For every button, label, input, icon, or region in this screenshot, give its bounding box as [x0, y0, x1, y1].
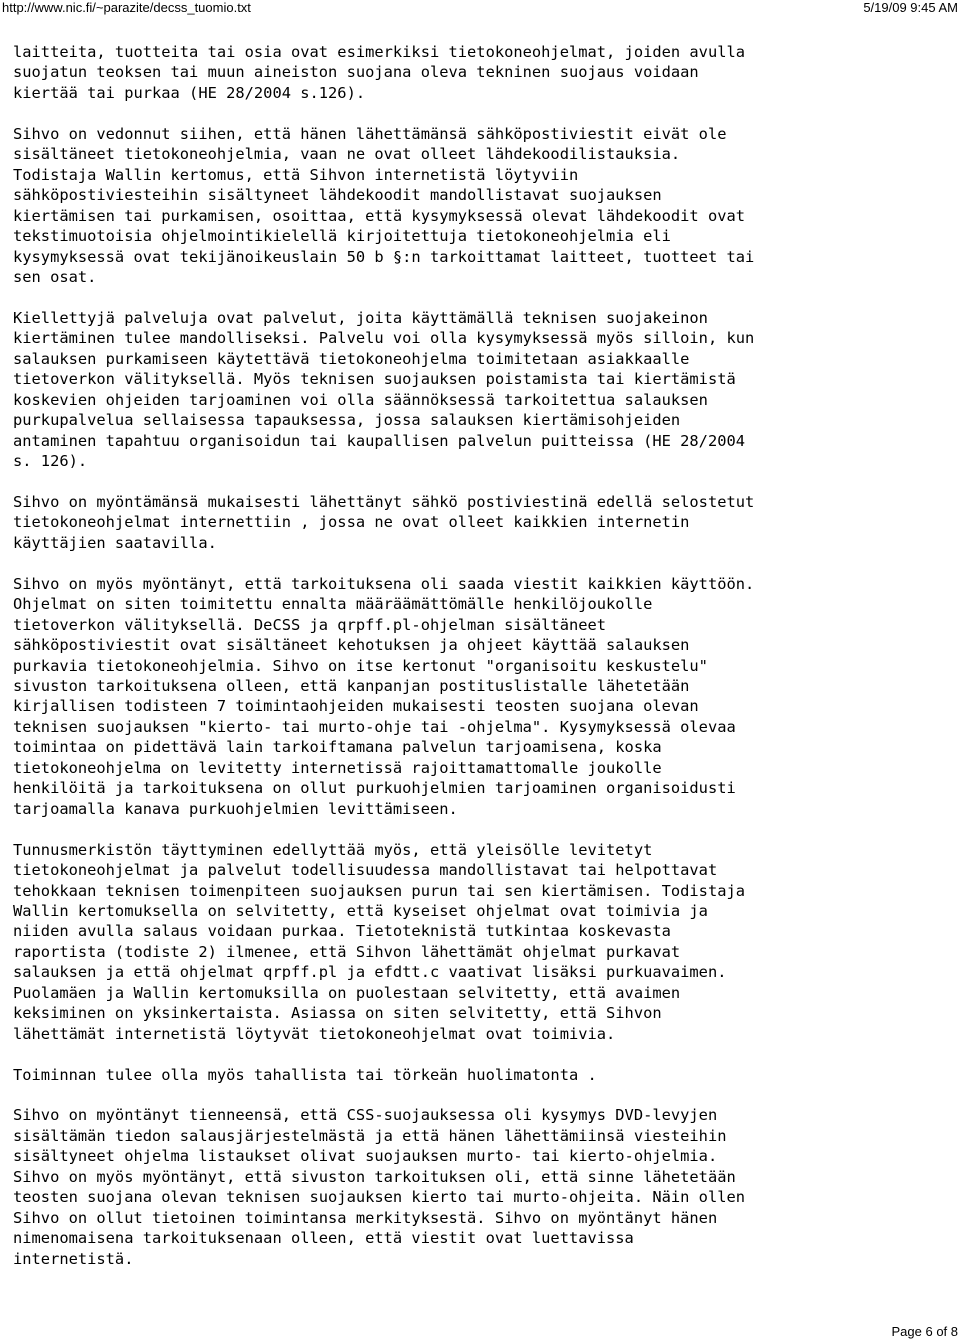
text-line: Sihvo on myöntämänsä mukaisesti lähettänyt sähkö postiviestinä edellä selostetut [13, 492, 755, 511]
text-line: Todistaja Wallin kertomus, että Sihvon internetistä löytyviin [13, 165, 579, 184]
text-line: purkavia tietokoneohjelmia. Sihvo on itse kertonut "organisoitu keskustelu" [13, 656, 708, 675]
text-line: teknisen suojauksen "kierto- tai murto-ohje tai -ohjelma". Kysymyksessä olevaa [13, 717, 736, 736]
text-line: käyttäjien saatavilla. [13, 533, 217, 552]
text-line: kirjallisen todisteen 7 toimintaohjeiden mukaisesti teosten suojana olevan [13, 697, 699, 716]
text-paragraph [13, 124, 953, 288]
text-line: Sihvo on myös myöntänyt, että tarkoituksena oli saada viestit kaikkien käyttöön. [13, 574, 755, 593]
text-line: teosten suojana olevan teknisen suojauksen kierto tai murto-ohjeita. Näin ollen [13, 1188, 746, 1207]
text-line: kiertäminen tulee mandolliseksi. Palvelu voi olla kysymyksessä myös silloin, kun [13, 329, 755, 348]
text-line: kiertämisen tai purkamisen, osoittaa, että kysymyksessä olevat lähdekoodit ovat [13, 206, 746, 225]
print-datetime: 5/19/09 9:45 AM [863, 0, 958, 15]
text-line: lähettämät internetistä löytyvät tietokoneohjelmat ovat toimivia. [13, 1024, 616, 1043]
page-number: Page 6 of 8 [891, 1324, 958, 1339]
text-line: purkupalvelua sellaisessa tapauksessa, jossa salauksen kiertämisohjeiden [13, 411, 681, 430]
text-line: sen osat. [13, 267, 97, 286]
text-line: internetistä. [13, 1249, 134, 1268]
text-line: tietoverkon välityksellä. DeCSS ja qrpff.pl-ohjelman sisältäneet [13, 615, 607, 634]
page-header [0, 0, 960, 18]
text-line: salauksen ja että ohjelmat qrpff.pl ja efdtt.c vaativat lisäksi purkuavaimen. [13, 963, 727, 982]
text-line: keksiminen on yksinkertaista. Asiassa on siten selvitetty, että Sihvon [13, 1004, 662, 1023]
text-line: tietoverkon välityksellä. Myös teknisen suojauksen poistamista tai kiertämistä [13, 370, 736, 389]
text-line: sivuston tarkoituksena olleen, että kanpanjan postituslistalle lähetetään [13, 676, 690, 695]
text-line: sähköpostiviesteihin sisältyneet lähdekoodit mandollistavat suojauksen [13, 186, 662, 205]
text-line: raportista (todiste 2) ilmenee, että Sihvon lähettämät ohjelmat purkavat [13, 942, 681, 961]
text-line: henkilöitä ja tarkoituksena on ollut purkuohjelmien tarjoaminen organisoidusti [13, 779, 736, 798]
text-line: tietokoneohjelmat ja palvelut todellisuudessa mandollistavat tai helpottavat [13, 861, 718, 880]
text-line: Toiminnan tulee olla myös tahallista tai törkeän huolimatonta . [13, 1065, 597, 1084]
text-line: Kiellettyjä palveluja ovat palvelut, joita käyttämällä teknisen suojakeinon [13, 308, 708, 327]
text-line: niiden avulla salaus voidaan purkaa. Tietoteknistä tutkintaa koskevasta [13, 922, 671, 941]
text-paragraph [13, 42, 953, 103]
text-paragraph [13, 1065, 953, 1085]
text-paragraph [13, 1105, 953, 1269]
text-line: toimintaa on pidettävä lain tarkoiftamana palvelun tarjoamisena, koska [13, 738, 662, 757]
text-line: tarjoamalla kanava purkuohjelmien levittämiseen. [13, 799, 458, 818]
text-line: Sihvo on myöntänyt tienneensä, että CSS-suojauksessa oli kysymys DVD-levyjen [13, 1106, 718, 1125]
text-line: sisältäneet tietokoneohjelmia, vaan ne ovat olleet lähdekoodilistauksia. [13, 145, 681, 164]
text-line: tekstimuotoisia ohjelmointikielellä kirjoitettuja tietokoneohjelmia eli [13, 227, 671, 246]
text-line: sähköpostiviestit ovat sisältäneet kehotuksen ja ohjeet käyttää salauksen [13, 636, 690, 655]
text-line: nimenomaisena tarkoituksenaan olleen, että viestit ovat luettavissa [13, 1229, 634, 1248]
text-line: Ohjelmat on siten toimitettu ennalta määräämättömälle henkilöjoukolle [13, 595, 653, 614]
text-line: Puolamäen ja Wallin kertomuksilla on puolestaan selvitetty, että avaimen [13, 983, 681, 1002]
text-line: tietokoneohjelmat internettiin , jossa ne ovat olleet kaikkien internetin [13, 513, 690, 532]
text-line: antaminen tapahtuu organisoidun tai kaupallisen palvelun puitteissa (HE 28/2004 [13, 431, 746, 450]
text-line: tietokoneohjelma on levitetty internetissä rajoittamattomalle joukolle [13, 758, 662, 777]
text-line: kysymyksessä ovat tekijänoikeuslain 50 b §:n tarkoittamat laitteet, tuotteet tai [13, 247, 755, 266]
document-body [13, 42, 953, 1290]
text-paragraph [13, 574, 953, 819]
text-line: Wallin kertomuksella on selvitetty, että kyseiset ohjelmat ovat toimivia ja [13, 901, 708, 920]
text-line: koskevien ohjeiden tarjoaminen voi olla säännöksessä tarkoitettua salauksen [13, 390, 708, 409]
text-line: kiertää tai purkaa (HE 28/2004 s.126). [13, 83, 366, 102]
text-line: sisältämän tiedon salausjärjestelmästä ja että hänen lähettämiinsä viesteihin [13, 1126, 727, 1145]
text-line: salauksen purkamiseen käytettävä tietokoneohjelma toimitetaan asiakkaalle [13, 349, 690, 368]
text-paragraph [13, 840, 953, 1045]
text-line: sisältyneet ohjelma listaukset olivat suojauksen murto- tai kierto-ohjelmia. [13, 1147, 718, 1166]
text-line: Tunnusmerkistön täyttyminen edellyttää myös, että yleisölle levitetyt [13, 840, 653, 859]
text-line: tehokkaan teknisen toimenpiteen suojauksen purun tai sen kiertämisen. Todistaja [13, 881, 746, 900]
text-line: Sihvo on myös myöntänyt, että sivuston tarkoituksen oli, että sinne lähetetään [13, 1167, 736, 1186]
text-paragraph [13, 308, 953, 472]
text-line: suojatun teoksen tai muun aineiston suojana oleva tekninen suojaus voidaan [13, 63, 699, 82]
document-url: http://www.nic.fi/~parazite/decss_tuomio.txt [2, 0, 251, 15]
text-line: s. 126). [13, 452, 88, 471]
text-line: Sihvo on vedonnut siihen, että hänen lähettämänsä sähköpostiviestit eivät ole [13, 124, 727, 143]
text-line: laitteita, tuotteita tai osia ovat esimerkiksi tietokoneohjelmat, joiden avulla [13, 43, 746, 61]
text-paragraph [13, 492, 953, 553]
text-line: Sihvo on ollut tietoinen toimintansa merkityksestä. Sihvo on myöntänyt hänen [13, 1208, 718, 1227]
